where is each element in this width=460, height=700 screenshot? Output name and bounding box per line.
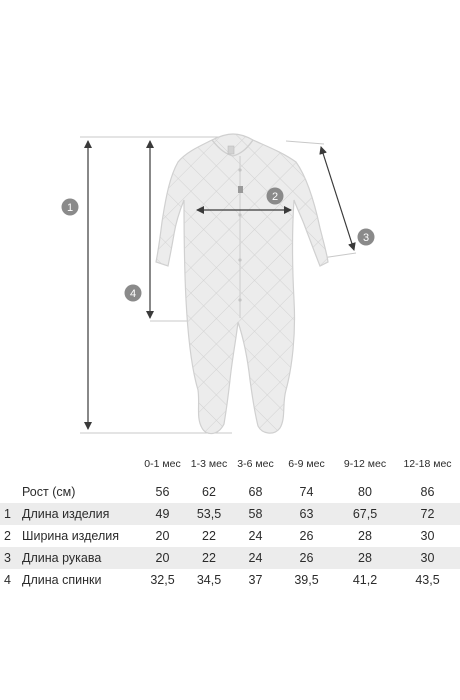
row-label: Длина рукава xyxy=(22,547,140,569)
table-cell: 37 xyxy=(248,573,263,587)
row-label: Длина изделия xyxy=(22,503,140,525)
marker-3 xyxy=(358,229,375,246)
table-cell: 41,2 xyxy=(352,573,378,587)
row-number: 4 xyxy=(4,573,11,587)
table-cell: 20 xyxy=(140,547,185,569)
svg-text:2: 2 xyxy=(271,191,279,203)
row-label: Рост (см) xyxy=(22,485,76,499)
svg-text:4: 4 xyxy=(129,288,137,300)
table-cell: 39,5 xyxy=(294,573,319,587)
table-cell: 22 xyxy=(202,529,216,543)
table-cell: 62 xyxy=(202,485,216,499)
svg-text:1: 1 xyxy=(66,202,74,214)
marker-2 xyxy=(267,188,284,205)
bodysuit-pattern xyxy=(156,134,328,434)
row-number: 1 xyxy=(0,503,22,525)
row-number: 3 xyxy=(0,547,22,569)
guide-line-sleeve-top xyxy=(286,141,324,144)
table-cell: 28 xyxy=(335,547,395,569)
row-number: 2 xyxy=(4,529,11,543)
table-row xyxy=(0,569,460,591)
table-cell: 86 xyxy=(420,485,435,499)
table-row xyxy=(0,481,460,503)
table-cell: 24 xyxy=(248,529,263,543)
size-header: 3-6 мес xyxy=(237,458,274,470)
table-cell: 22 xyxy=(185,547,233,569)
table-cell: 20 xyxy=(155,529,170,543)
table-cell: 43,5 xyxy=(415,573,440,587)
svg-text:3: 3 xyxy=(362,232,370,244)
table-row xyxy=(0,547,460,569)
bodysuit-label-tag xyxy=(228,146,234,154)
measure-arrow-3-sleeve-length xyxy=(321,147,354,250)
bodysuit-snap xyxy=(238,213,241,216)
size-header: 6-9 мес xyxy=(288,458,325,470)
table-cell: 24 xyxy=(233,547,278,569)
bodysuit-brand-tag xyxy=(238,186,243,193)
bodysuit-illustration xyxy=(156,134,328,434)
table-cell: 30 xyxy=(420,529,435,543)
table-cell: 68 xyxy=(248,485,263,499)
row-number xyxy=(0,481,22,503)
size-header: 9-12 мес xyxy=(343,458,387,470)
table-row xyxy=(0,525,460,547)
table-cell: 56 xyxy=(155,485,170,499)
table-cell: 26 xyxy=(299,529,314,543)
row-label: Ширина изделия xyxy=(22,529,120,543)
size-header: 12-18 мес xyxy=(403,458,452,470)
size-header: 1-3 мес xyxy=(190,458,228,470)
table-cell: 58 xyxy=(233,503,278,525)
table-cell: 67,5 xyxy=(335,503,395,525)
size-header: 0-1 мес xyxy=(144,458,181,470)
table-row xyxy=(0,503,460,525)
bodysuit-snap xyxy=(238,298,241,301)
table-cell: 30 xyxy=(395,547,460,569)
table-cell: 63 xyxy=(278,503,335,525)
row-label: Длина спинки xyxy=(22,573,102,587)
table-cell: 34,5 xyxy=(196,573,222,587)
marker-1 xyxy=(62,199,79,216)
table-cell: 26 xyxy=(278,547,335,569)
table-cell: 80 xyxy=(358,485,372,499)
table-cell: 28 xyxy=(358,529,372,543)
table-cell: 53,5 xyxy=(185,503,233,525)
table-cell: 72 xyxy=(395,503,460,525)
table-cell: 74 xyxy=(299,485,314,499)
table-cell: 49 xyxy=(140,503,185,525)
bodysuit-snap xyxy=(238,258,241,261)
bodysuit-snap xyxy=(238,168,241,171)
marker-4 xyxy=(125,285,142,302)
table-header-row xyxy=(0,453,460,475)
size-chart-table xyxy=(0,453,460,591)
table-cell: 32,5 xyxy=(150,573,175,587)
